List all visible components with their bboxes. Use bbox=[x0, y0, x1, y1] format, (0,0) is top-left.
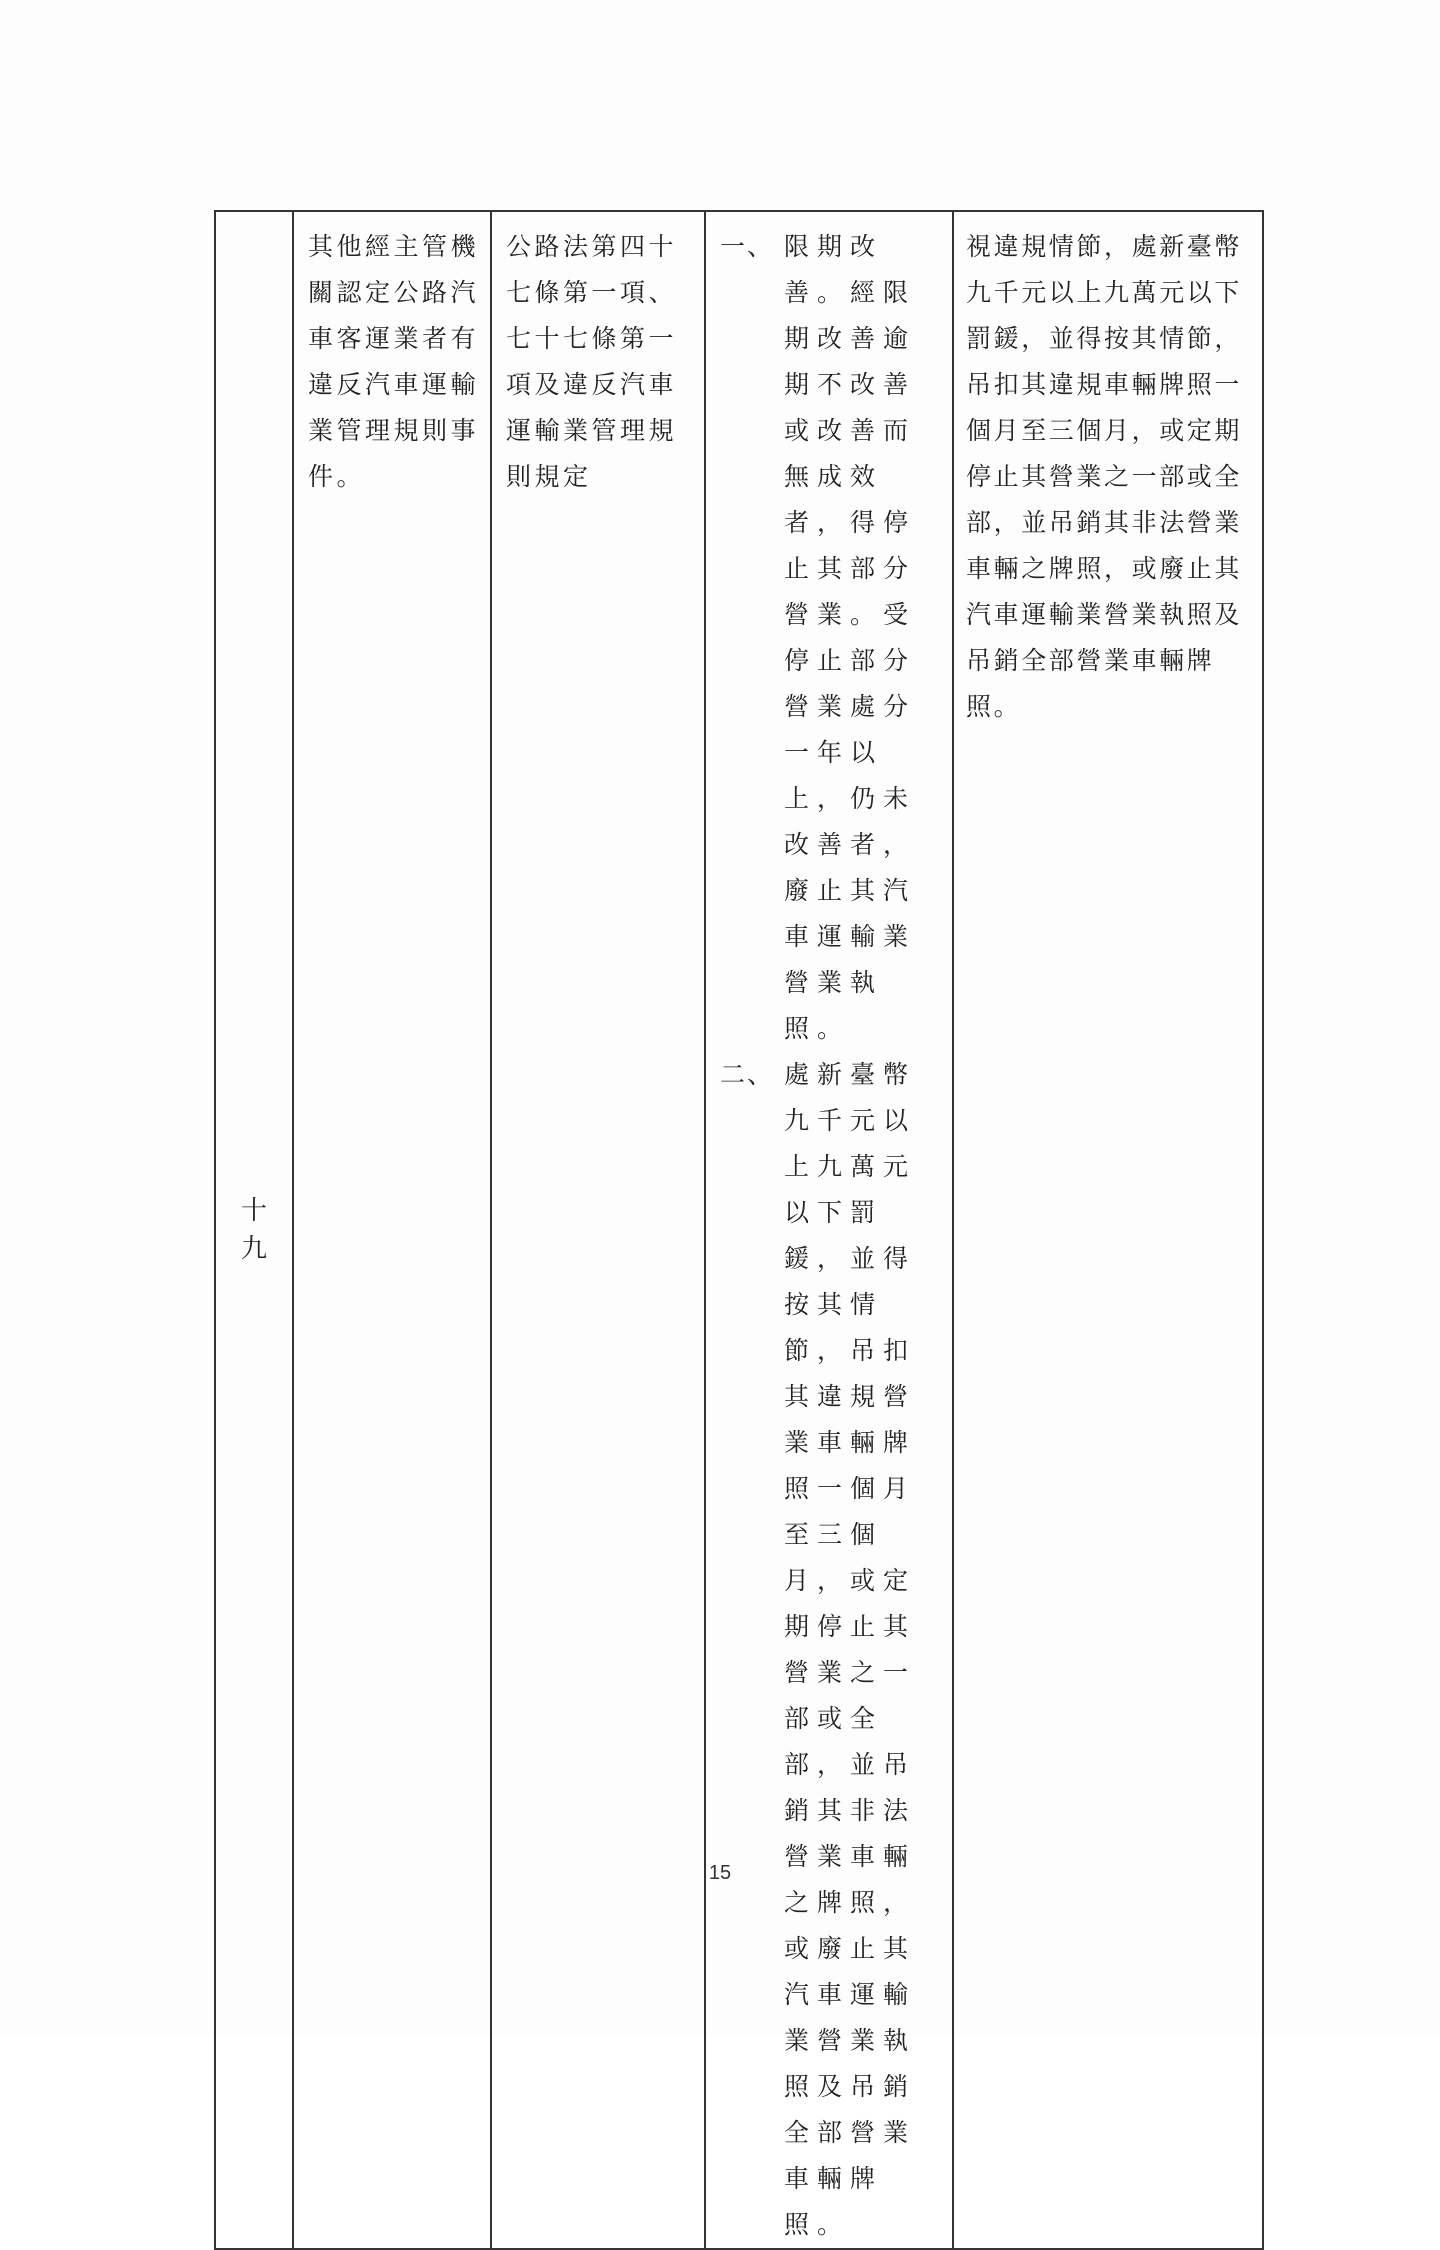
penalty-item-1-label: 一、 bbox=[720, 232, 775, 261]
legal-basis-text: 公路法第四十七條第一項、七十七條第一項及違反汽車運輸業管理規則規定 bbox=[506, 232, 678, 491]
item-number-cell bbox=[215, 211, 293, 2249]
regulation-table bbox=[214, 210, 1264, 2250]
legal-basis-cell bbox=[491, 211, 705, 2249]
penalty-item-2-label: 二、 bbox=[720, 1060, 775, 1089]
penalty-item-2 bbox=[706, 1052, 952, 2248]
item-number: 十九 bbox=[240, 1196, 267, 1264]
event-text: 其他經主管機關認定公路汽車客運業者有違反汽車運輸業管理規則事件。 bbox=[308, 232, 480, 491]
table-row bbox=[215, 211, 1263, 2249]
penalty-item-2-text: 處新臺幣九千元以上九萬元以下罰鍰，並得按其情節，吊扣其違規營業車輛牌照一個月至三個月，或定期停止其營業之一部或全部，並吊銷其非法營業車輛之牌照，或廢止其汽車運輸業營業執照及吊銷全部營業車輛牌照。 bbox=[784, 1060, 917, 2239]
penalty-cell bbox=[705, 211, 953, 2249]
penalty-item-1 bbox=[706, 224, 952, 1052]
standard-text: 視違規情節，處新臺幣九千元以上九萬元以下罰鍰，並得按其情節，吊扣其違規車輛牌照一個月至三個月，或定期停止其營業之一部或全部，並吊銷其非法營業車輛之牌照，或廢止其汽車運輸業營業執照及吊銷全部營業車輛牌照。 bbox=[966, 232, 1243, 721]
event-cell bbox=[293, 211, 491, 2249]
standard-cell bbox=[953, 211, 1263, 2249]
penalty-item-1-text: 限期改善。經限期改善逾期不改善或改善而無成效者，得停止其部分營業。受停止部分營業處分一年以上，仍未改善者，廢止其汽車運輸業營業執照。 bbox=[784, 232, 917, 1043]
page-number: 15 bbox=[708, 1862, 732, 1884]
